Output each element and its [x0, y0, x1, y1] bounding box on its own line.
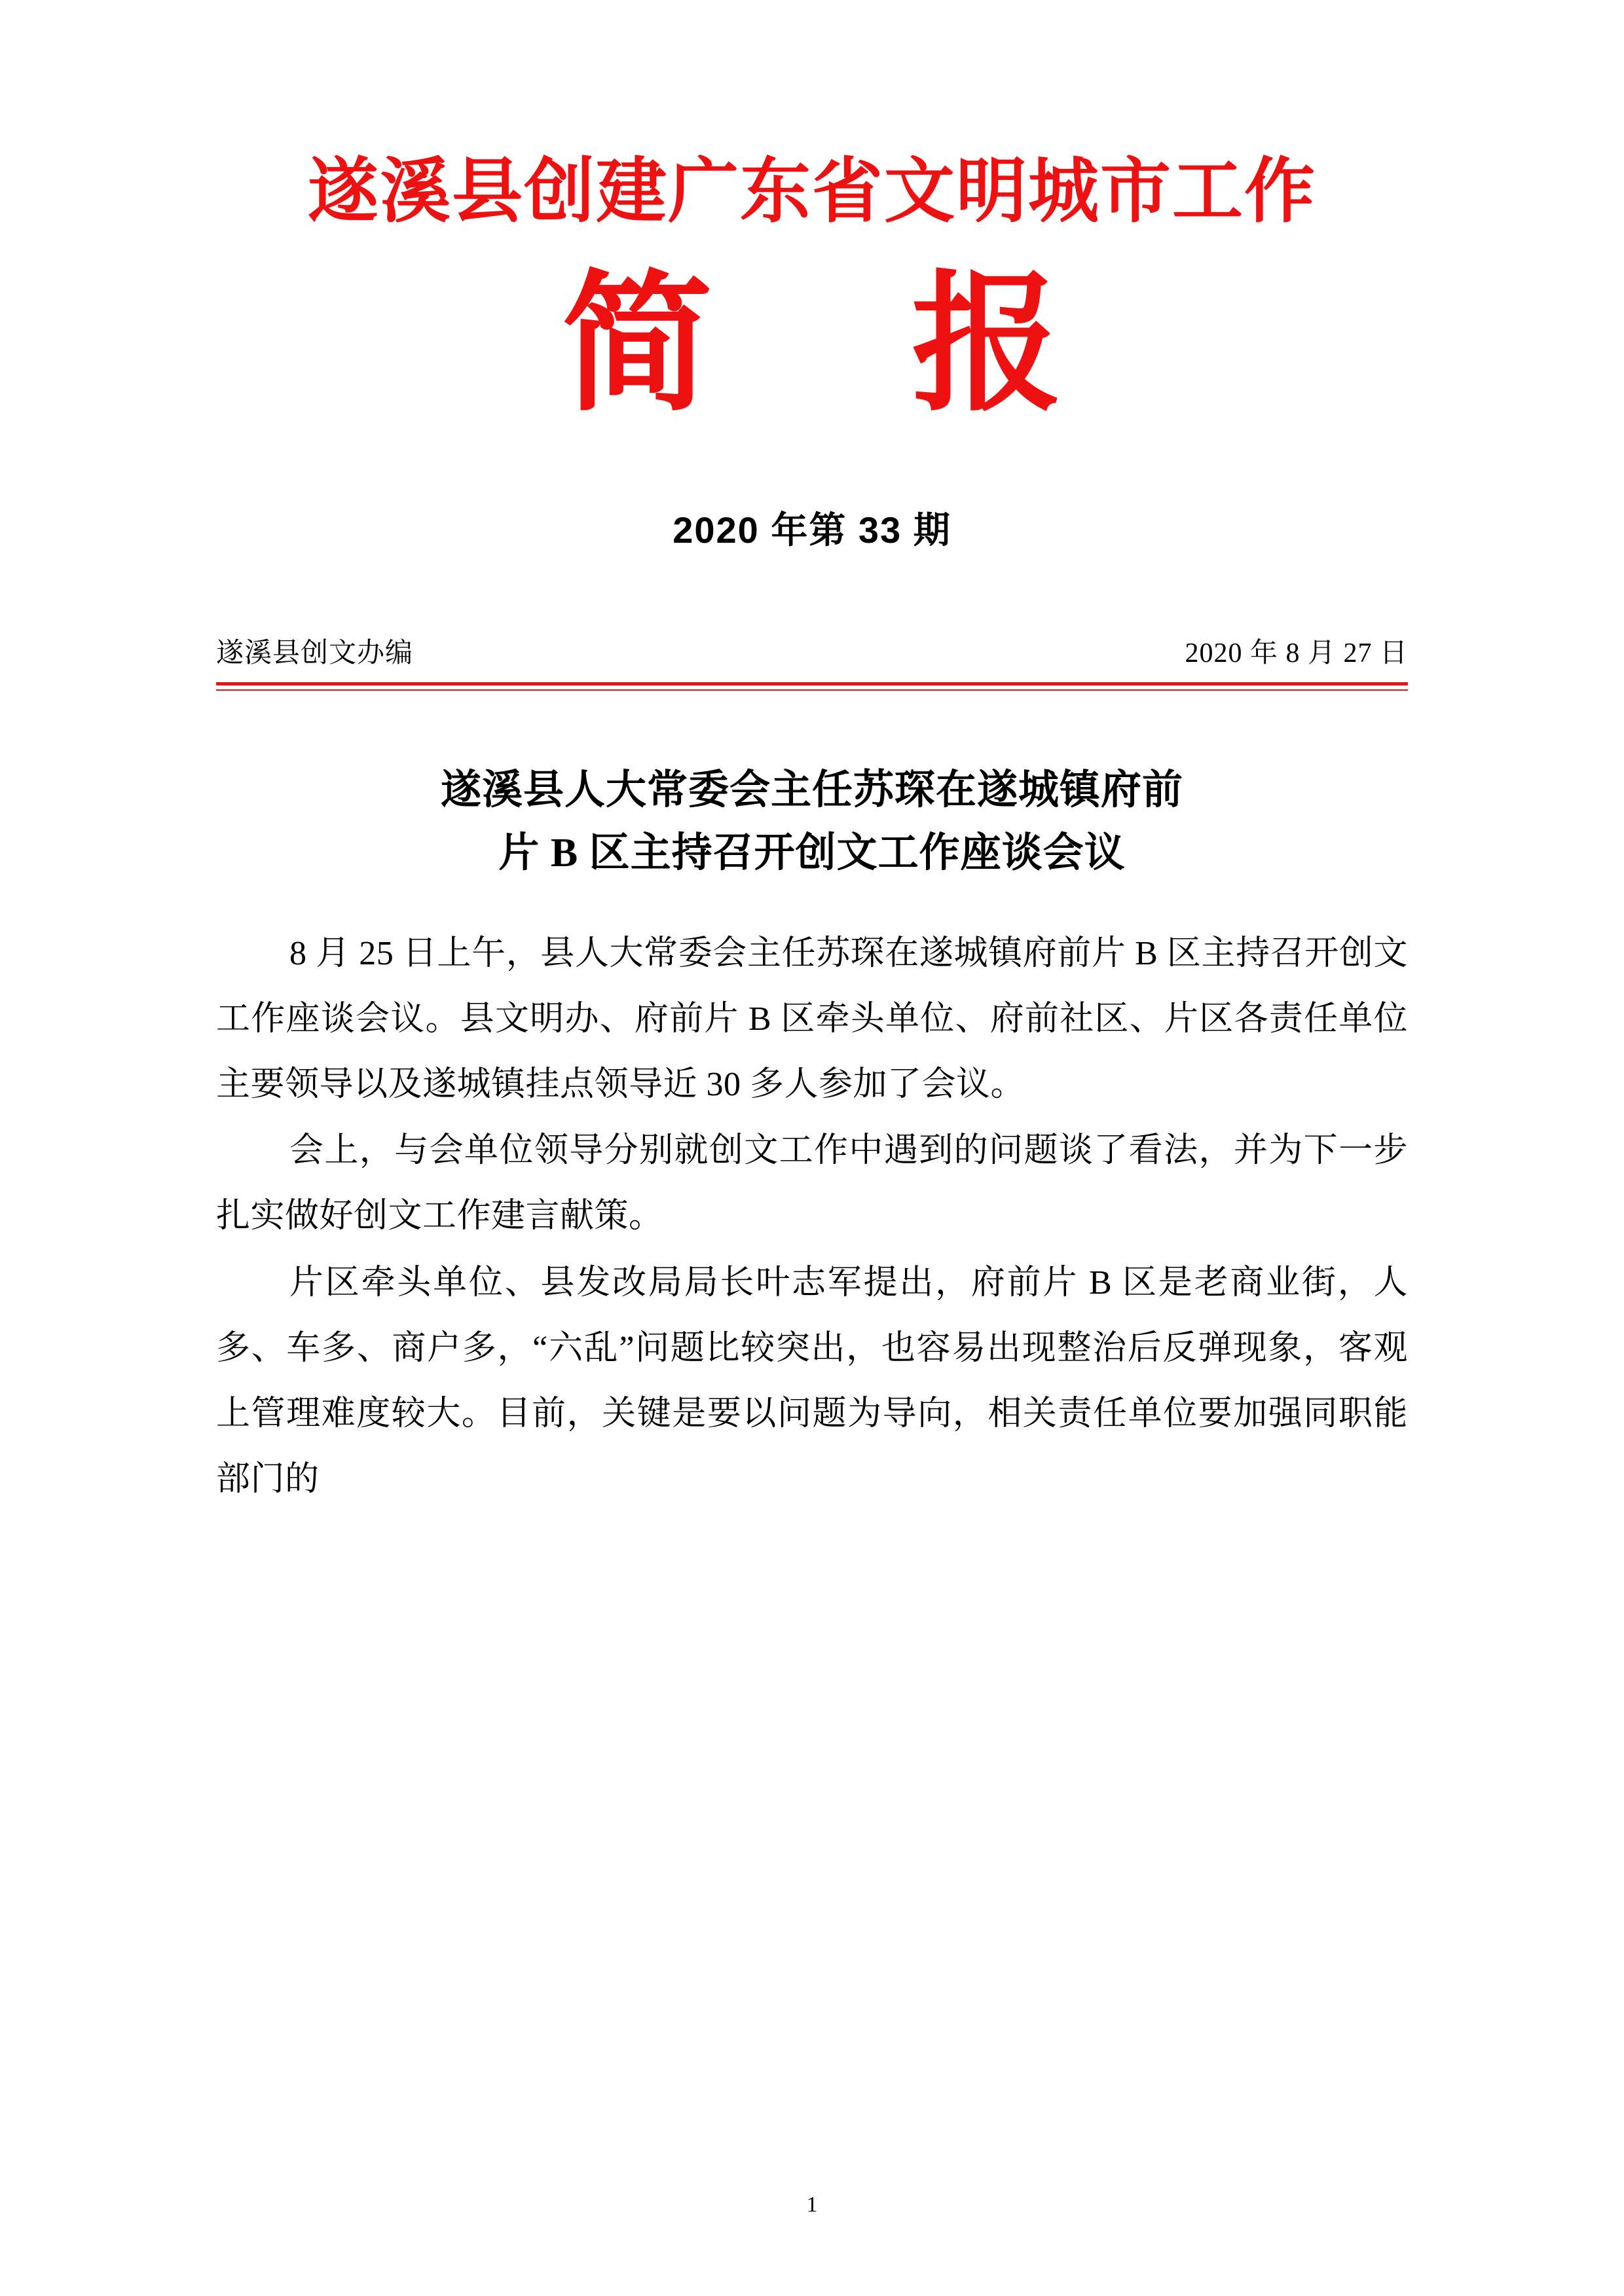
imprint-row [216, 631, 1408, 685]
article-title [216, 759, 1408, 884]
article-paragraph: 片区牵头单位、县发改局局长叶志军提出，府前片 B 区是老商业街，人多、车多、商户多，“六乱”问题比较突出，也容易出现整治后反弹现象，客观上管理难度较大。目前，关键是要以问题为导向，相关责任单位要加强同职能部门的 [216, 1264, 1408, 1498]
masthead-title-line1: 遂溪县创建广东省文明城市工作 [307, 151, 1316, 230]
page-number: 1 [806, 2193, 818, 2217]
masthead [216, 151, 1408, 439]
article-body [216, 921, 1408, 1512]
publish-date: 2020 年 8 月 27 日 [1185, 638, 1408, 668]
masthead-title-line2: 简 报 [562, 260, 1141, 429]
publisher-label: 遂溪县创文办编 [216, 638, 414, 668]
article-title-line1: 遂溪县人大常委会主任苏琛在遂城镇府前 [440, 767, 1183, 812]
issue-number: 2020 年第 33 期 [673, 509, 951, 551]
article-title-line2: 片 B 区主持召开创文工作座谈会议 [498, 830, 1126, 875]
article-paragraph: 8 月 25 日上午，县人大常委会主任苏琛在遂城镇府前片 B 区主持召开创文工作座谈会议。县文明办、府前片 B 区牵头单位、府前社区、片区各责任单位主要领导以及遂城镇挂点领导近 30 多人参加了会议。 [216, 934, 1408, 1103]
article-paragraph: 会上，与会单位领导分别就创文工作中遇到的问题谈了看法，并为下一步扎实做好创文工作建言献策。 [216, 1132, 1408, 1235]
